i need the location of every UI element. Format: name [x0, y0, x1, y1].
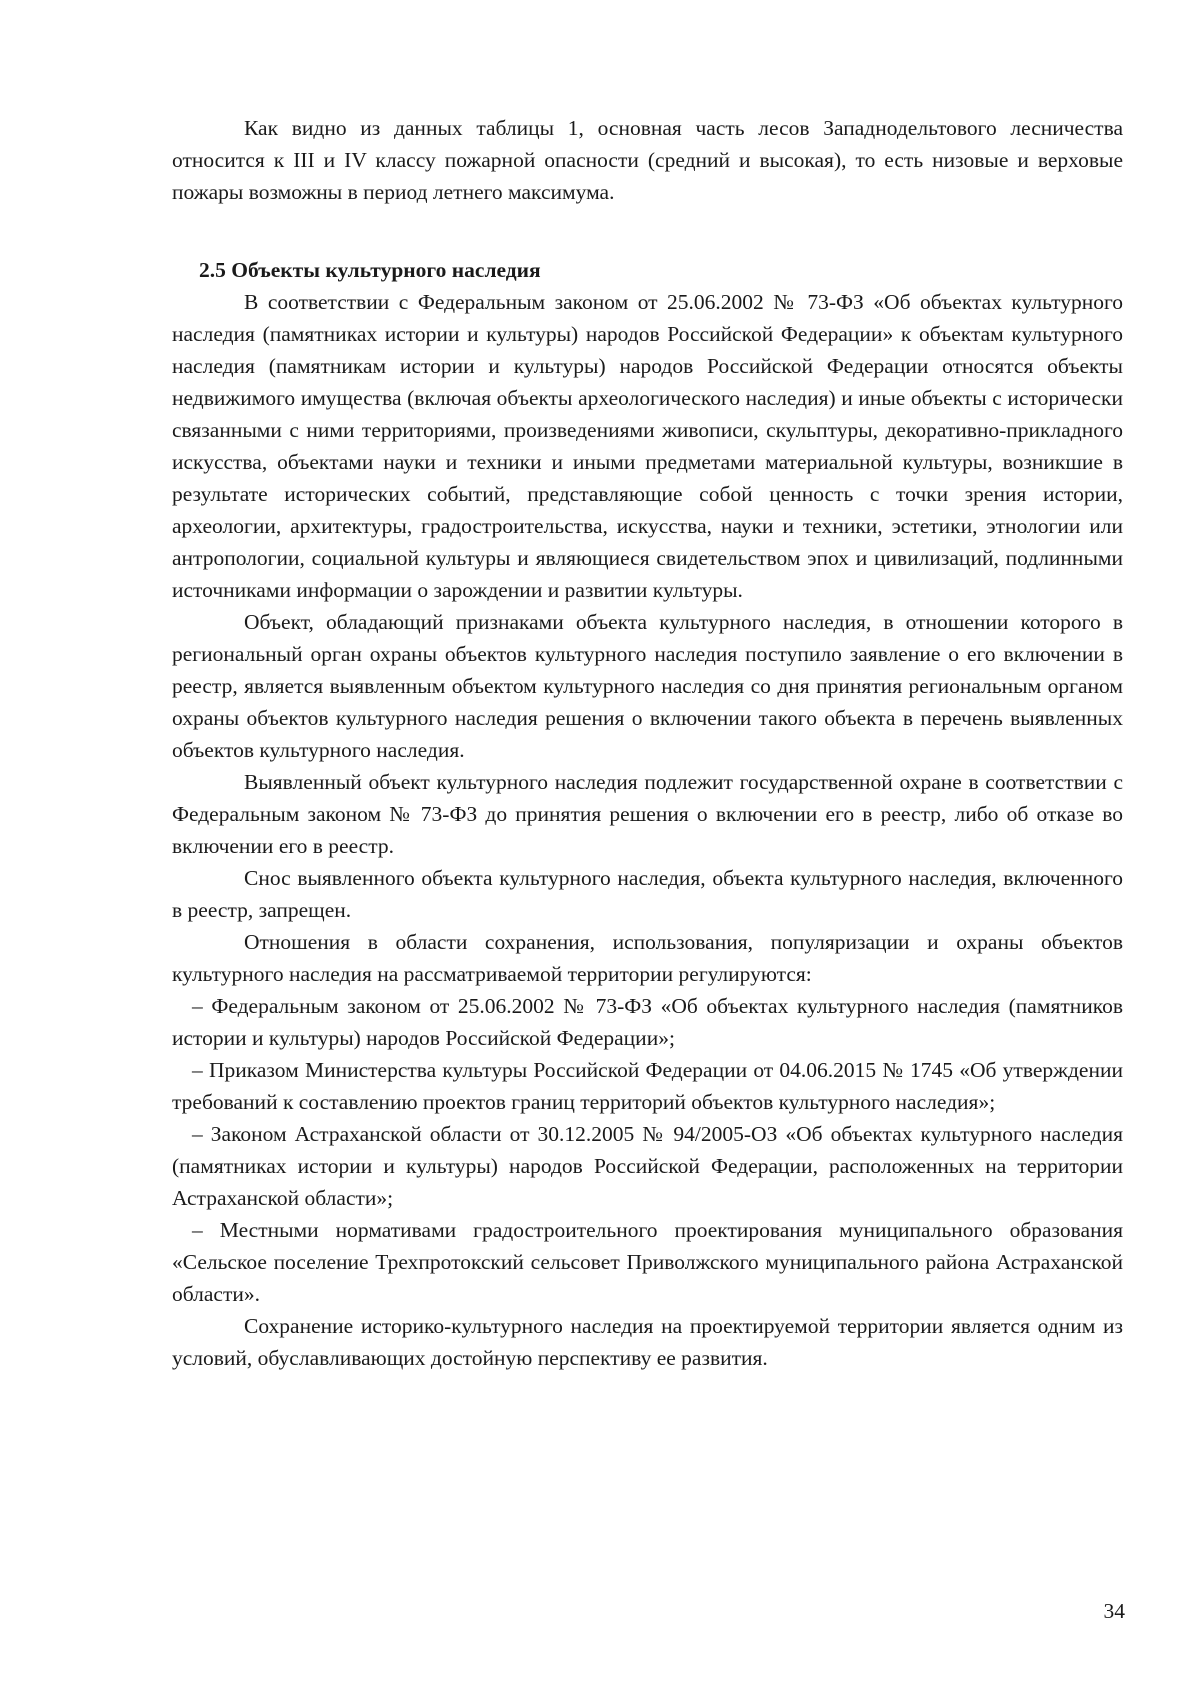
list-item-1: – Федеральным законом от 25.06.2002 № 73-ФЗ «Об объектах культурного наследия (памятников истории и культуры) народов Российской Федерации»;: [172, 994, 1123, 1050]
body-paragraph-5: Отношения в области сохранения, использования, популяризации и охраны объектов культурного наследия на рассматриваемой территории регулируются:: [172, 930, 1123, 986]
closing-paragraph: Сохранение историко-культурного наследия на проектируемой территории является одним из условий, обуславливающих достойную перспективу ее развития.: [172, 1314, 1123, 1370]
body-paragraph-2: Объект, обладающий признаками объекта культурного наследия, в отношении которого в региональный орган охраны объектов культурного наследия поступило заявление о его включении в реестр, является выявленным объектом культурного наследия со дня принятия региональным органом охраны объектов культурного наследия решения о включении такого объекта в перечень выявленных объектов культурного наследия.: [172, 610, 1123, 762]
body-paragraph-4: Снос выявленного объекта культурного наследия, объекта культурного наследия, включенного в реестр, запрещен.: [172, 866, 1123, 922]
spacer: [172, 208, 1123, 254]
list-item-3: – Законом Астраханской области от 30.12.2005 № 94/2005-ОЗ «Об объектах культурного наследия (памятниках истории и культуры) народов Российской Федерации, расположенных на территории Астраханской области»;: [172, 1122, 1123, 1210]
list-item-2: – Приказом Министерства культуры Российской Федерации от 04.06.2015 № 1745 «Об утверждении требований к составлению проектов границ территорий объектов культурного наследия»;: [172, 1058, 1123, 1114]
body-paragraph-3: Выявленный объект культурного наследия подлежит государственной охране в соответствии с Федеральным законом № 73-ФЗ до принятия решения о включении его в реестр, либо об отказе во включении его в реестр.: [172, 770, 1123, 858]
intro-paragraph: Как видно из данных таблицы 1, основная часть лесов Западнодельтового лесничества относится к III и IV классу пожарной опасности (средний и высокая), то есть низовые и верховые пожары возможны в период летнего максимума.: [172, 116, 1123, 204]
list-item-4: – Местными нормативами градостроительного проектирования муниципального образования «Сельское поселение Трехпротокский сельсовет Приволжского муниципального района Астраханской области».: [172, 1218, 1123, 1306]
page-number: 34: [1103, 1599, 1125, 1623]
section-heading: 2.5 Объекты культурного наследия: [199, 258, 541, 282]
document-page: [172, 112, 1123, 1374]
body-paragraph-1: В соответствии с Федеральным законом от 25.06.2002 № 73-ФЗ «Об объектах культурного наследия (памятниках истории и культуры) народов Российской Федерации» к объектам культурного наследия (памятникам истории и культуры) народов Российской Федерации относятся объекты недвижимого имущества (включая объекты археологического наследия) и иные объекты с исторически связанными с ними территориями, произведениями живописи, скульптуры, декоративно-прикладного искусства, объектами науки и техники и иными предметами материальной культуры, возникшие в результате исторических событий, представляющие собой ценность с точки зрения истории, археологии, архитектуры, градостроительства, искусства, науки и техники, эстетики, этнологии или антропологии, социальной культуры и являющиеся свидетельством эпох и цивилизаций, подлинными источниками информации о зарождении и развитии культуры.: [172, 290, 1123, 602]
